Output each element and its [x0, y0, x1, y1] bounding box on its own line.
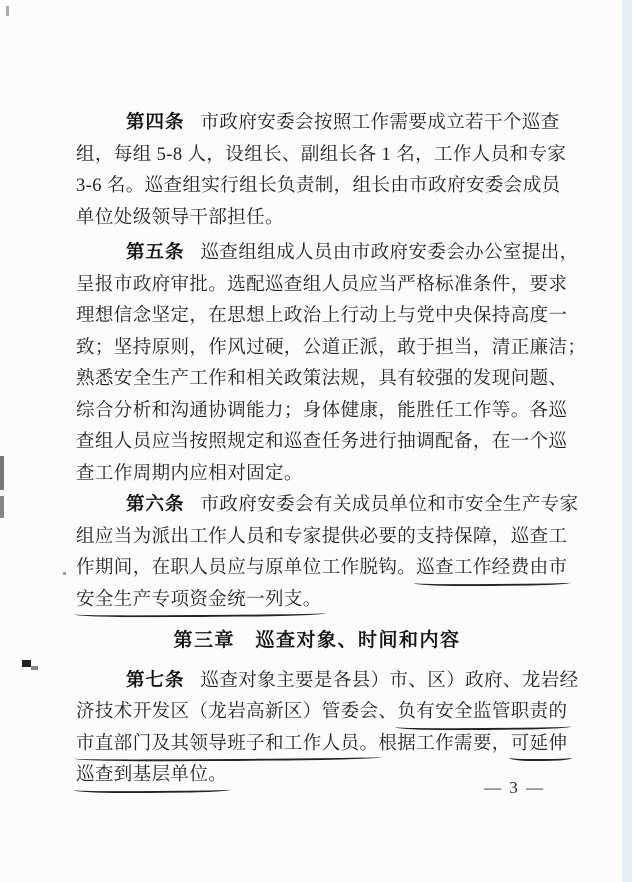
article-number: 第五条: [126, 243, 185, 263]
text-line: 熟悉安全生产工作和相关政策法规，具有较强的发现问题、: [76, 369, 568, 389]
text-line: [76, 697, 568, 729]
article-7: [76, 666, 579, 792]
article-5: [76, 238, 587, 490]
text-line: 查工作周期内应相对固定。: [76, 463, 303, 484]
text-run: 作期间，在职人员应与原单位工作脱钩。: [76, 558, 417, 578]
text-line: 查组人员应当按照规定和巡查任务进行抽调配备，在一个巡: [76, 432, 568, 452]
scan-artifact: [63, 572, 66, 575]
text-line: 综合分析和沟通协调能力；身体健康，能胜任工作等。各巡: [76, 400, 568, 421]
text-line: 呈报市政府审批。选配巡查组人员应当严格标准条件，要求: [76, 274, 568, 295]
underlined-text: 安全生产专项资金统一列支。: [76, 585, 322, 617]
text-line: [76, 553, 568, 585]
text-run: 巡查组组成人员由市政府安委会办公室提出，: [200, 243, 579, 263]
scan-artifact: [0, 496, 4, 518]
text-line: [76, 238, 579, 270]
underlined-text: 负有安全监管职责的: [397, 697, 567, 729]
scan-artifact: [0, 456, 4, 490]
article-6: [76, 490, 579, 616]
article-number: 第六条: [126, 495, 185, 515]
text-line: [76, 585, 558, 617]
scan-artifact: [31, 666, 38, 670]
text-run: 市政府安委会按照工作需要成立若干个巡查: [200, 113, 560, 133]
article-number: 第四条: [126, 113, 185, 133]
text-line: 理想信念坚定，在思想上政治上行动上与党中央保持高度一: [76, 306, 568, 326]
text-line: 组，每组 5-8 人，设组长、副组长各 1 名，工作人员和专家: [76, 144, 567, 165]
underlined-text: 巡查到基层单位。: [76, 760, 227, 792]
document-body: [76, 108, 587, 792]
text-line: 致；坚持原则，作风过硬，公道正派，敢于担当，清正廉洁；: [76, 337, 587, 358]
text-line: [76, 490, 579, 522]
text-run: 巡查对象主要是各县）市、区）政府、龙岩经: [200, 670, 579, 691]
chapter-heading: 第三章 巡查对象、时间和内容: [173, 630, 461, 651]
scanner-edge-strip: [622, 0, 632, 882]
article-4: [76, 108, 567, 234]
text-line: [76, 729, 568, 761]
underlined-text: 市直部门及其领导班子和工作人员。: [76, 729, 378, 761]
page-number: — 3 —: [484, 778, 545, 797]
underlined-text: 巡查工作经费由市: [416, 553, 567, 585]
scan-artifact: [6, 6, 9, 16]
text-run: 根据工作需要，: [378, 733, 511, 754]
text-line: [76, 666, 579, 698]
text-line: [76, 108, 558, 140]
underlined-text: 可延伸: [511, 729, 568, 761]
text-line: 组应当为派出工作人员和专家提供必要的支持保障，巡查工: [76, 526, 568, 547]
article-number: 第七条: [126, 670, 185, 691]
scan-artifact: [22, 660, 31, 667]
text-run: 济技术开发区（龙岩高新区）管委会、: [76, 702, 398, 722]
text-run: 市政府安委会有关成员单位和市安全生产专家: [200, 495, 579, 515]
text-line: 单位处级领导干部担任。: [76, 207, 284, 228]
text-line: 3-6 名。巡查组实行组长负责制，组长由市政府安委会成员: [76, 176, 561, 196]
